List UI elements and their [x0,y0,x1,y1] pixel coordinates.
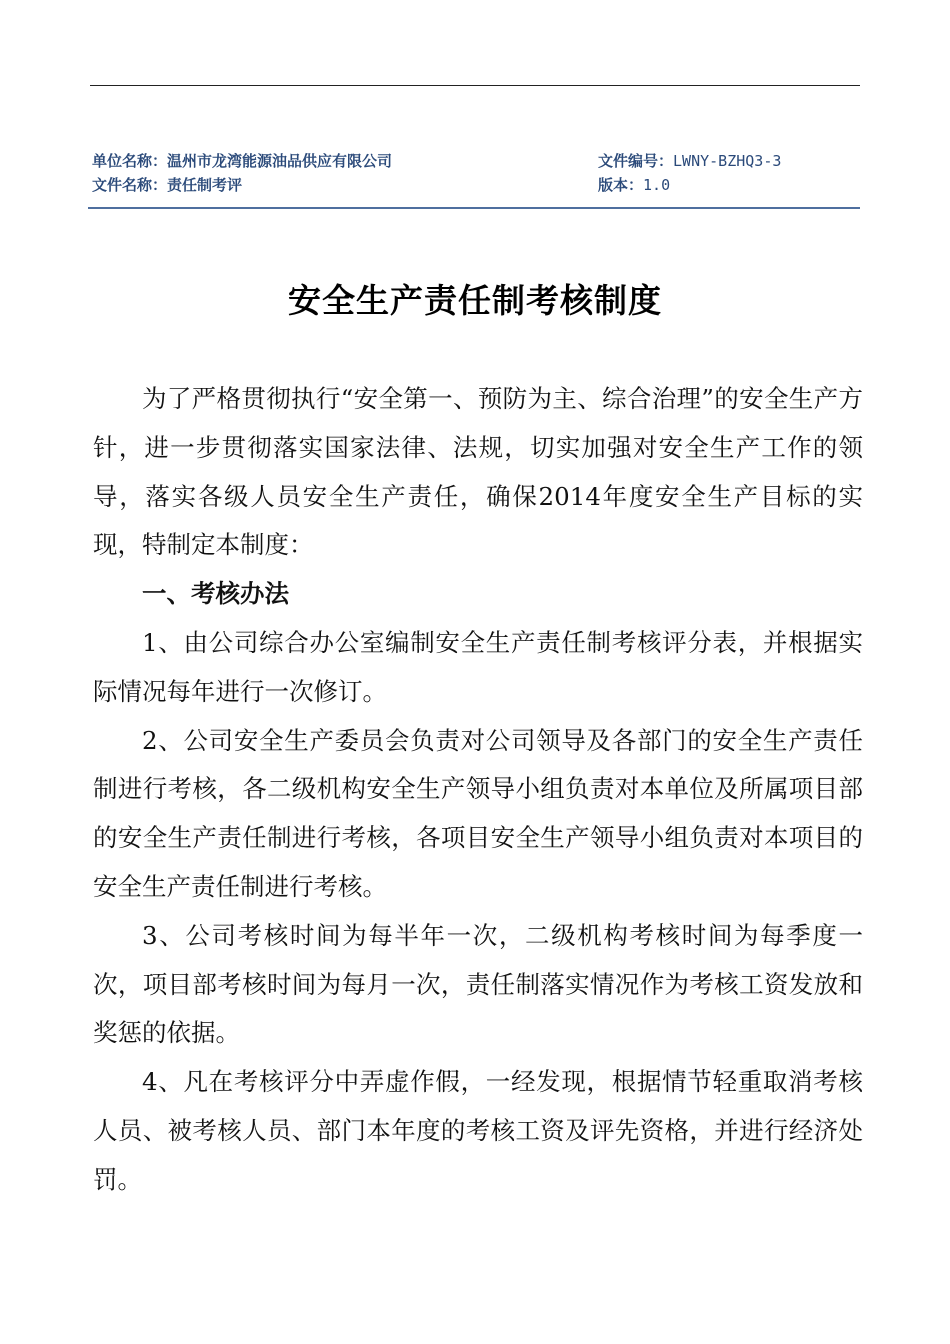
list-item: 3、公司考核时间为每半年一次，二级机构考核时间为每季度一次，项目部考核时间为每月一次，责任制落实情况作为考核工资发放和奖惩的依据。 [93,920,863,1048]
unit-name [92,149,392,173]
version-label: 版本： [598,176,644,194]
unit-label: 单位名称： [92,152,168,170]
version [598,173,670,197]
section-heading: 一、考核办法 [142,579,289,609]
header-row-1 [90,149,860,173]
document-title: 安全生产责任制考核制度 [288,281,662,320]
header-divider [88,207,860,209]
doc-no-value: LWNY-BZHQ3-3 [673,152,782,170]
header-row-2 [90,173,860,197]
list-item: 1、由公司综合办公室编制安全生产责任制考核评分表，并根据实际情况每年进行一次修订。 [93,627,863,706]
unit-value: 温州市龙湾能源油品供应有限公司 [167,152,393,170]
file-name [92,173,242,197]
file-value: 责任制考评 [167,176,243,194]
document-body [93,375,863,1205]
file-label: 文件名称： [92,176,168,194]
list-item: 2、公司安全生产委员会负责对公司领导及各部门的安全生产责任制进行考核，各二级机构安全生产领导小组负责对本单位及所属项目部的安全生产责任制进行考核，各项目安全生产领导小组负责对本项目的安全生产责任制进行考核。 [93,725,863,901]
list-item: 4、凡在考核评分中弄虚作假，一经发现，根据情节轻重取消考核人员、被考核人员、部门本年度的考核工资及评先资格，并进行经济处罚。 [93,1067,863,1194]
doc-number [598,149,781,173]
doc-no-label: 文件编号： [598,152,674,170]
intro-paragraph: 为了严格贯彻执行“安全第一、预防为主、综合治理”的安全生产方针，进一步贯彻落实国家法律、法规，切实加强对安全生产工作的领导，落实各级人员安全生产责任，确保2014年度安全生产目标的实现，特制定本制度： [93,384,863,560]
top-rule [90,85,860,86]
version-value: 1.0 [643,176,671,194]
document-header [90,149,860,197]
